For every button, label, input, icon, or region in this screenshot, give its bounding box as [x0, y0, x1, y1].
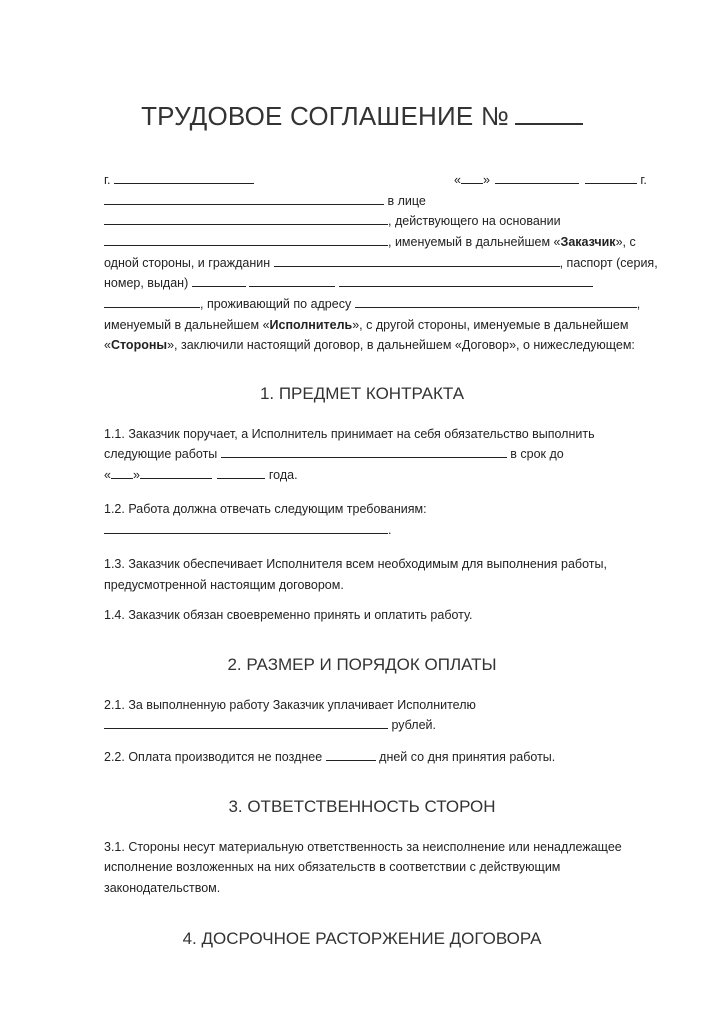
- clause-text: «: [104, 468, 111, 482]
- intro-text: одной стороны, и гражданин: [104, 256, 271, 270]
- customer-term: Заказчик: [560, 235, 616, 249]
- customer-name-blank: [104, 193, 384, 205]
- deadline-month-blank: [140, 467, 212, 479]
- intro-text: номер, выдан): [104, 276, 189, 290]
- clause-2-2: [104, 749, 555, 765]
- document-title-text: ТРУДОВОЕ СОГЛАШЕНИЕ №: [141, 101, 509, 131]
- clause-3-1-line-2: исполнение возложенных на них обязательств в соответствии с действующим: [104, 860, 561, 874]
- deadline-day-blank: [111, 467, 133, 479]
- clause-1-4: 1.4. Заказчик обязан своевременно принять и оплатить работу.: [104, 608, 473, 622]
- intro-text: », с другой стороны, именуемые в дальнейшем: [352, 318, 629, 332]
- intro-text: », заключили настоящий договор, в дальнейшем «Договор», о нижеследующем:: [167, 338, 635, 352]
- intro-text: ,: [636, 297, 641, 311]
- intro-line-4: [104, 234, 636, 250]
- day-blank: [461, 172, 483, 184]
- clause-text: рублей.: [391, 718, 436, 732]
- clause-text: в срок до: [510, 447, 564, 461]
- contract-number-blank: [515, 101, 583, 125]
- intro-text: именуемый в дальнейшем «: [104, 318, 270, 332]
- intro-text: , именуемый в дальнейшем «: [388, 235, 561, 249]
- document-title: [0, 101, 724, 132]
- clause-1-2-line-1: 1.2. Работа должна отвечать следующим требованиям:: [104, 502, 427, 516]
- intro-line-3: [104, 213, 561, 229]
- clause-1-3-line-2: предусмотренной настоящим договором.: [104, 578, 344, 592]
- parties-term: Стороны: [110, 338, 168, 352]
- section-4-heading: 4. ДОСРОЧНОЕ РАСТОРЖЕНИЕ ДОГОВОРА: [182, 929, 542, 948]
- intro-text: , действующего на основании: [388, 214, 561, 228]
- contractor-term: Исполнитель: [269, 318, 353, 332]
- intro-line-7: [104, 296, 640, 312]
- clause-2-1-line-2: [104, 717, 436, 733]
- payment-days-blank: [326, 749, 376, 761]
- clause-text: 2.2. Оплата производится не позднее: [104, 750, 323, 764]
- intro-text: в лице: [387, 194, 426, 208]
- requirements-blank: [104, 522, 388, 534]
- clause-3-1-line-3: законодательством.: [104, 881, 221, 895]
- deadline-year-blank: [217, 467, 265, 479]
- intro-text: », с: [615, 235, 636, 249]
- intro-line-2: [104, 193, 426, 209]
- section-2-heading: 2. РАЗМЕР И ПОРЯДОК ОПЛАТЫ: [227, 655, 497, 674]
- address-blank: [355, 296, 637, 308]
- intro-line-9: [104, 337, 635, 353]
- section-1-heading: 1. ПРЕДМЕТ КОНТРАКТА: [259, 384, 465, 403]
- city-line: [104, 172, 254, 188]
- clause-text: года.: [268, 468, 298, 482]
- date-open-quote: «: [454, 173, 461, 187]
- clause-1-2-line-2: [104, 522, 391, 538]
- clause-3-1-line-1: 3.1. Стороны несут материальную ответственность за неисполнение или ненадлежащее: [104, 840, 622, 854]
- intro-line-5: [104, 255, 658, 271]
- clause-text: дней со дня принятия работы.: [379, 750, 556, 764]
- date-close-quote: »: [482, 173, 490, 187]
- citizen-name-blank: [274, 255, 560, 267]
- representative-blank: [104, 213, 388, 225]
- month-blank: [495, 172, 579, 184]
- work-description-blank: [221, 446, 507, 458]
- clause-1-1-line-3: [104, 467, 298, 483]
- passport-number-blank: [249, 275, 335, 287]
- payment-amount-blank: [104, 717, 388, 729]
- intro-text: , паспорт (серия,: [559, 256, 658, 270]
- passport-issued-blank: [339, 275, 593, 287]
- intro-text: , проживающий по адресу: [200, 297, 352, 311]
- intro-line-8: [104, 317, 628, 333]
- intro-text: «: [104, 338, 111, 352]
- basis-blank: [104, 234, 388, 246]
- citizen-extra-blank: [104, 296, 200, 308]
- clause-1-3-line-1: 1.3. Заказчик обеспечивает Исполнителя всем необходимым для выполнения работы,: [104, 557, 607, 571]
- clause-1-1-line-2: [104, 446, 564, 462]
- city-blank: [114, 172, 254, 184]
- section-3-heading: 3. ОТВЕТСТВЕННОСТЬ СТОРОН: [228, 797, 496, 816]
- clause-text: »: [132, 468, 140, 482]
- date-line: [454, 172, 647, 188]
- intro-line-6: [104, 275, 593, 291]
- clause-text: следующие работы: [104, 447, 218, 461]
- clause-1-1-line-1: 1.1. Заказчик поручает, а Исполнитель принимает на себя обязательство выполнить: [104, 427, 595, 441]
- clause-2-1-line-1: 2.1. За выполненную работу Заказчик уплачивает Исполнителю: [104, 698, 476, 712]
- year-blank: [585, 172, 637, 184]
- year-suffix: г.: [640, 173, 647, 187]
- clause-text: .: [388, 523, 392, 537]
- city-prefix: г.: [104, 173, 111, 187]
- passport-series-blank: [192, 275, 246, 287]
